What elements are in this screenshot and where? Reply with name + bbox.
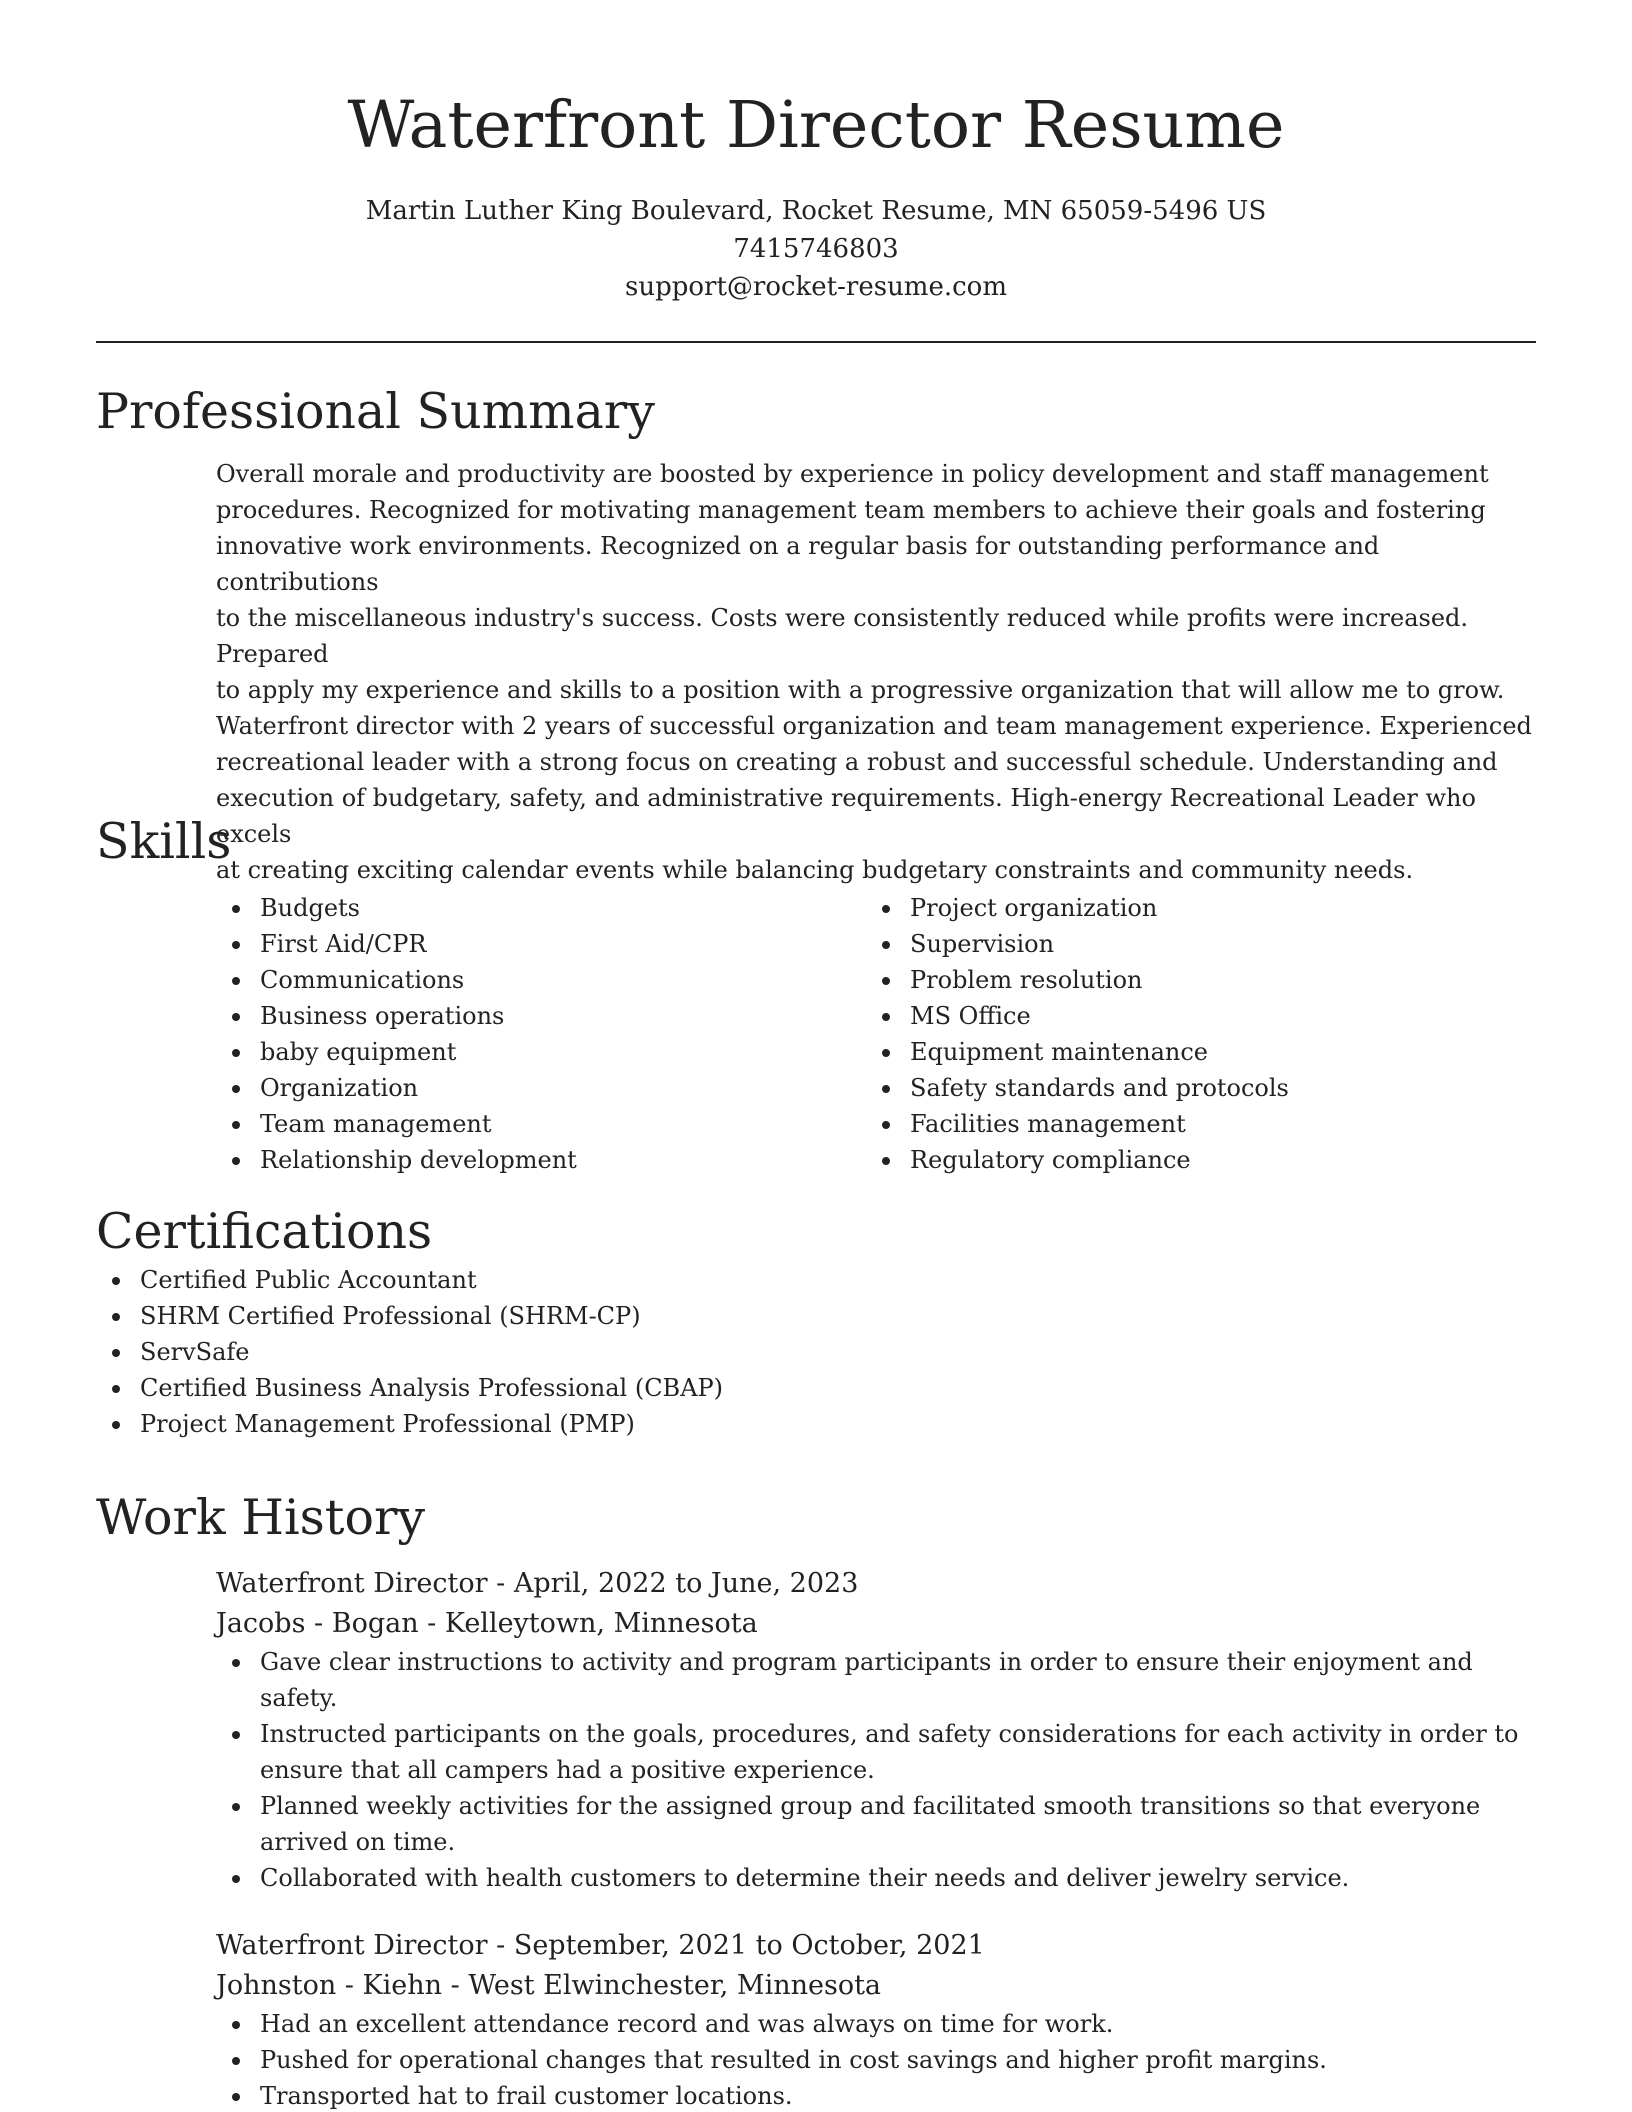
certifications-section bbox=[96, 1202, 1536, 1442]
certification-label: Certified Business Analysis Professional (CBAP) bbox=[140, 1374, 724, 1402]
bullet-icon bbox=[232, 1659, 240, 1667]
contact-info bbox=[0, 192, 1632, 306]
bullet-icon bbox=[882, 941, 890, 949]
bullet-icon bbox=[232, 977, 240, 985]
skill-label: Budgets bbox=[260, 894, 360, 922]
skill-label: MS Office bbox=[910, 1002, 1031, 1030]
job-duty-text: Transported hat to frail customer locations. bbox=[260, 2082, 793, 2110]
bullet-icon bbox=[232, 2057, 240, 2065]
job-company: Jacobs - Bogan bbox=[216, 1608, 419, 1639]
bullet-icon bbox=[112, 1421, 120, 1429]
job-dates: - April, 2022 to June, 2023 bbox=[487, 1568, 859, 1599]
skill-item bbox=[216, 962, 866, 998]
summary-line: execution of budgetary, safety, and administrative requirements. High-energy Recreational Leader who excels bbox=[216, 784, 1476, 848]
bullet-icon bbox=[112, 1385, 120, 1393]
skill-label: Equipment maintenance bbox=[910, 1038, 1208, 1066]
skill-item bbox=[216, 1034, 866, 1070]
bullet-icon bbox=[882, 977, 890, 985]
job-dates: - September, 2021 to October, 2021 bbox=[487, 1930, 985, 1961]
skill-label: Supervision bbox=[910, 930, 1055, 958]
skill-label: Regulatory compliance bbox=[910, 1146, 1191, 1174]
skill-item bbox=[866, 1070, 1516, 1106]
skill-item bbox=[866, 1106, 1516, 1142]
certification-label: SHRM Certified Professional (SHRM-CP) bbox=[140, 1302, 641, 1330]
summary-line: Waterfront director with 2 years of successful organization and team management experience. Experienced bbox=[216, 712, 1532, 740]
job-company-line bbox=[216, 1604, 1536, 1644]
skill-item bbox=[216, 890, 866, 926]
bullet-icon bbox=[882, 1049, 890, 1057]
skill-label: First Aid/CPR bbox=[260, 930, 427, 958]
job-company: Johnston - Kiehn bbox=[216, 1970, 443, 2001]
job-duty bbox=[216, 2042, 1536, 2078]
certification-item bbox=[96, 1370, 1536, 1406]
bullet-icon bbox=[232, 905, 240, 913]
job-entry bbox=[216, 1926, 1536, 2112]
skills-heading: Skills bbox=[96, 813, 232, 870]
certification-item bbox=[96, 1406, 1536, 1442]
summary-line: to the miscellaneous industry's success. Costs were consistently reduced while profits were increased. Prepared bbox=[216, 604, 1469, 668]
job-duty bbox=[216, 1644, 1536, 1716]
bullet-icon bbox=[882, 905, 890, 913]
job-location: - West Elwinchester, Minnesota bbox=[442, 1970, 882, 2001]
job-duty bbox=[216, 2078, 1536, 2112]
job-location: - Kelleytown, Minnesota bbox=[418, 1608, 758, 1639]
certification-label: ServSafe bbox=[140, 1338, 250, 1366]
summary-line: procedures. Recognized for motivating management team members to achieve their goals and fostering bbox=[216, 496, 1486, 524]
bullet-icon bbox=[232, 1157, 240, 1165]
contact-phone: 7415746803 bbox=[733, 234, 899, 264]
skill-item bbox=[866, 890, 1516, 926]
skill-label: Business operations bbox=[260, 1002, 505, 1030]
skills-list-right bbox=[866, 890, 1516, 1178]
skill-label: Team management bbox=[260, 1110, 492, 1138]
job-duty-text: Planned weekly activities for the assigned group and facilitated smooth transitions so that everyone arrived on time. bbox=[260, 1792, 1481, 1856]
skill-label: baby equipment bbox=[260, 1038, 457, 1066]
skill-item bbox=[866, 1034, 1516, 1070]
bullet-icon bbox=[112, 1277, 120, 1285]
skill-item bbox=[866, 1142, 1516, 1178]
skills-grid bbox=[216, 890, 1536, 1178]
bullet-icon bbox=[232, 1013, 240, 1021]
summary-line: recreational leader with a strong focus on creating a robust and successful schedule. Understanding and bbox=[216, 748, 1498, 776]
summary-line: to apply my experience and skills to a position with a progressive organization that will allow me to grow. bbox=[216, 676, 1505, 704]
summary-line: at creating exciting calendar events while balancing budgetary constraints and community needs. bbox=[216, 856, 1414, 884]
skills-section bbox=[96, 812, 1536, 1178]
job-duty-text: Had an excellent attendance record and was always on time for work. bbox=[260, 2010, 1114, 2038]
summary-heading: Professional Summary bbox=[96, 383, 655, 440]
skill-item bbox=[216, 1142, 866, 1178]
skill-item bbox=[866, 962, 1516, 998]
skill-item bbox=[866, 926, 1516, 962]
job-duty bbox=[216, 2006, 1536, 2042]
skill-label: Safety standards and protocols bbox=[910, 1074, 1289, 1102]
job-title: Waterfront Director bbox=[216, 1930, 488, 1961]
skill-item bbox=[216, 926, 866, 962]
bullet-icon bbox=[232, 1085, 240, 1093]
job-duties-list bbox=[216, 1644, 1536, 1896]
bullet-icon bbox=[882, 1121, 890, 1129]
bullet-icon bbox=[882, 1157, 890, 1165]
certification-item bbox=[96, 1298, 1536, 1334]
skill-item bbox=[216, 998, 866, 1034]
bullet-icon bbox=[232, 2021, 240, 2029]
bullet-icon bbox=[882, 1085, 890, 1093]
skill-item bbox=[216, 1070, 866, 1106]
skill-label: Project organization bbox=[910, 894, 1158, 922]
bullet-icon bbox=[232, 2093, 240, 2101]
job-duty bbox=[216, 1860, 1536, 1896]
header-divider bbox=[96, 341, 1536, 343]
bullet-icon bbox=[232, 1731, 240, 1739]
resume-header bbox=[0, 0, 1632, 306]
job-duty bbox=[216, 1788, 1536, 1860]
bullet-icon bbox=[112, 1313, 120, 1321]
skill-label: Organization bbox=[260, 1074, 419, 1102]
bullet-icon bbox=[232, 941, 240, 949]
bullet-icon bbox=[232, 1049, 240, 1057]
job-duty-text: Instructed participants on the goals, procedures, and safety considerations for each activity in order to ensure that all campers had a positive experience. bbox=[260, 1720, 1519, 1784]
job-duty bbox=[216, 1716, 1536, 1788]
job-entry bbox=[216, 1564, 1536, 1896]
bullet-icon bbox=[882, 1013, 890, 1021]
job-duty-text: Pushed for operational changes that resulted in cost savings and higher profit margins. bbox=[260, 2046, 1327, 2074]
job-title-line bbox=[216, 1564, 1536, 1604]
certification-item bbox=[96, 1262, 1536, 1298]
summary-line: innovative work environments. Recognized on a regular basis for outstanding performance and contributions bbox=[216, 532, 1380, 596]
contact-address: Martin Luther King Boulevard, Rocket Resume, MN 65059-5496 US bbox=[365, 196, 1267, 226]
skill-label: Communications bbox=[260, 966, 465, 994]
certification-item bbox=[96, 1334, 1536, 1370]
resume-title: Waterfront Director Resume bbox=[347, 88, 1285, 163]
job-duties-list bbox=[216, 2006, 1536, 2112]
skill-label: Facilities management bbox=[910, 1110, 1186, 1138]
job-duty-text: Gave clear instructions to activity and program participants in order to ensure their enjoyment and safety. bbox=[260, 1648, 1473, 1712]
bullet-icon bbox=[232, 1121, 240, 1129]
skill-item bbox=[216, 1106, 866, 1142]
job-title-line bbox=[216, 1926, 1536, 1966]
summary-line: Overall morale and productivity are boosted by experience in policy development and staff management bbox=[216, 460, 1489, 488]
work-history-heading: Work History bbox=[96, 1489, 426, 1546]
contact-email: support@rocket-resume.com bbox=[624, 272, 1007, 302]
bullet-icon bbox=[232, 1875, 240, 1883]
work-history-section bbox=[96, 1488, 1536, 2112]
certifications-list bbox=[96, 1262, 1536, 1442]
certifications-heading: Certifications bbox=[96, 1203, 433, 1260]
skills-list-left bbox=[216, 890, 866, 1178]
job-title: Waterfront Director bbox=[216, 1568, 488, 1599]
job-company-line bbox=[216, 1966, 1536, 2006]
job-duty-text: Collaborated with health customers to determine their needs and deliver jewelry service. bbox=[260, 1864, 1350, 1892]
certification-label: Certified Public Accountant bbox=[140, 1266, 477, 1294]
certification-label: Project Management Professional (PMP) bbox=[140, 1410, 635, 1438]
skill-label: Relationship development bbox=[260, 1146, 577, 1174]
skill-label: Problem resolution bbox=[910, 966, 1143, 994]
skill-item bbox=[866, 998, 1516, 1034]
bullet-icon bbox=[112, 1349, 120, 1357]
bullet-icon bbox=[232, 1803, 240, 1811]
